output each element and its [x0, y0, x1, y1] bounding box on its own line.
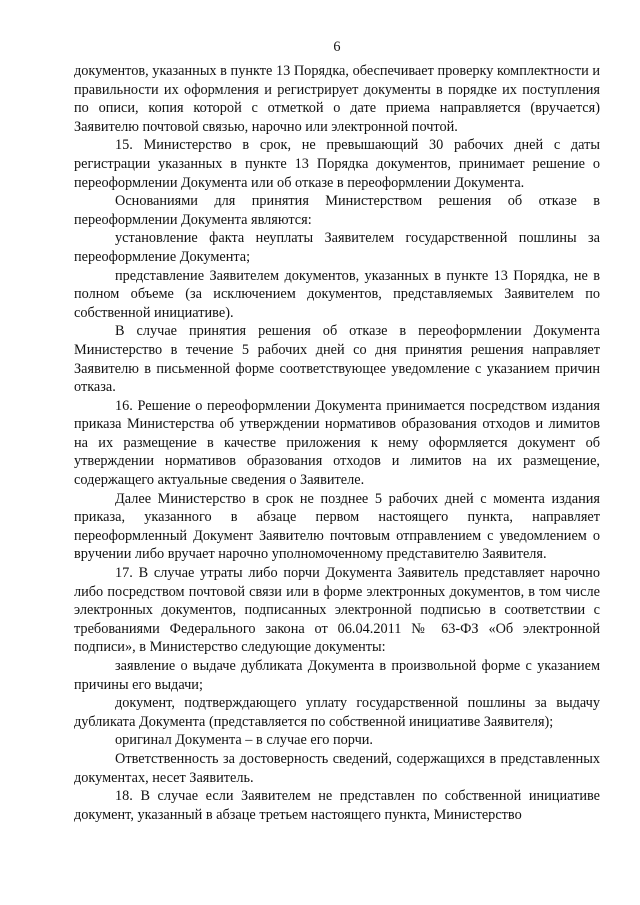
- paragraph-delivery: Далее Министерство в срок не позднее 5 рабочих дней с момента издания приказа, указанного в абзаце первом настоящего пункта, направляет переоформленный Документ Заявителю почтовым отправлением с уведомлением о вручении либо вручает нарочно уполномоченному представителю Заявителя.: [74, 490, 600, 563]
- paragraph-17: 17. В случае утраты либо порчи Документа Заявитель представляет нарочно либо посредством почтовой связи или в форме электронных документов, в том числе электронных документов, подписанных электронной подписью в соответствии с требованиями Федерального закона от 06.04.2011 № 63-ФЗ «Об электронной подписи», в Министерство следующие документы:: [74, 565, 600, 656]
- paragraph-15: 15. Министерство в срок, не превышающий 30 рабочих дней с даты регистрации указанных в пункте 13 Порядка документов, принимает решение о переоформлении Документа или об отказе в переоформлении Документа.: [74, 137, 600, 191]
- document-body: [74, 62, 600, 824]
- paragraph-refusal-grounds: Основаниями для принятия Министерством решения об отказе в переоформлении Документа являются:: [74, 193, 600, 228]
- page-number: 6: [333, 39, 341, 55]
- paragraph-original-document: оригинал Документа – в случае его порчи.: [115, 732, 373, 749]
- paragraph-ground-incomplete: представление Заявителем документов, указанных в пункте 13 Порядка, не в полном объеме (за исключением документов, представляемых Заявителем по собственной инициативе).: [74, 267, 600, 321]
- paragraph-refusal-notice: В случае принятия решения об отказе в переоформлении Документа Министерство в течение 5 рабочих дней со дня принятия решения направляет Заявителю в письменной форме соответствующее уведомление с указанием причин отказа.: [74, 323, 600, 396]
- paragraph-18: 18. В случае если Заявителем не представлен по собственной инициативе документ, указанный в абзаце третьем настоящего пункта, Министерство: [74, 788, 600, 823]
- paragraph-continuation: документов, указанных в пункте 13 Порядка, обеспечивает проверку комплектности и правильности их оформления и регистрирует документы в порядке их поступления по описи, копия которой с отметкой о дате приема направляется (вручается) Заявителю почтовой связью, нарочно или электронной почтой.: [74, 63, 600, 135]
- paragraph-responsibility: Ответственность за достоверность сведений, содержащихся в представленных документах, несет Заявитель.: [74, 750, 600, 786]
- document-page: [74, 0, 600, 905]
- paragraph-duplicate-application: заявление о выдаче дубликата Документа в произвольной форме с указанием причины его выдачи;: [74, 658, 600, 693]
- paragraph-fee-document: документ, подтверждающего уплату государственной пошлины за выдачу дубликата Документа (представляется по собственной инициативе Заявителя);: [74, 695, 600, 730]
- paragraph-16: 16. Решение о переоформлении Документа принимается посредством издания приказа Министерства об утверждении нормативов образования отходов и лимитов на их размещение в качестве приложения к нему оформляется документ об утверждении нормативов образования отходов и лимитов на их размещение, содержащего актуальные сведения о Заявителе.: [74, 397, 600, 489]
- paragraph-ground-fee: установление факта неуплаты Заявителем государственной пошлины за переоформление Документа;: [74, 230, 600, 265]
